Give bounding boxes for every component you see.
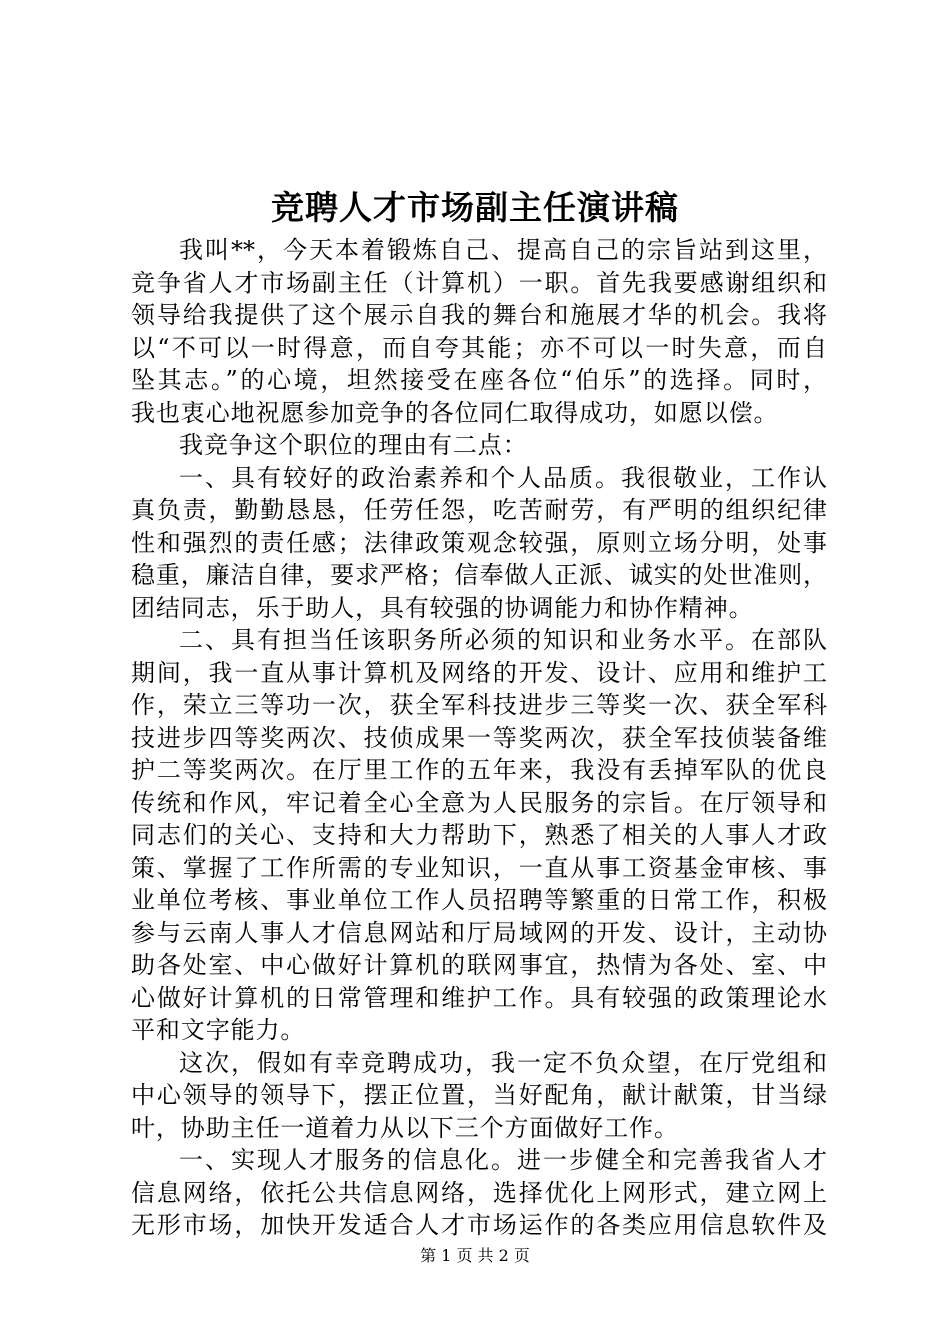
text-line: 参与云南人事人才信息网站和厅局域网的开发、设计，主动协 [131,918,827,947]
text-line: 这次，假如有幸竞聘成功，我一定不负众望，在厅党组和 [179,1048,827,1077]
text-line: 我叫**，今天本着锻炼自己、提高自己的宗旨站到这里， [179,236,827,264]
text-line: 坠其志。”的心境，坦然接受在座各位“伯乐”的选择。同时， [131,366,827,394]
text-line: 平和文字能力。 [131,1016,306,1044]
text-line: 领导给我提供了这个展示自我的舞台和施展才华的机会。我将 [131,301,827,329]
text-line: 稳重，廉洁自律，要求严格；信奉做人正派、诚实的处世准则， [131,561,827,589]
text-line: 传统和作风，牢记着全心全意为人民服务的宗旨。在厅领导和 [131,788,827,817]
text-line: 竞争省人才市场副主任（计算机）一职。首先我要感谢组织和 [131,268,827,297]
document-title: 竞聘人才市场副主任演讲稿 [271,188,679,227]
text-line: 技进步四等奖两次、技侦成果一等奖两次，获全军技侦装备维 [131,723,827,752]
text-line: 策、掌握了工作所需的专业知识，一直从事工资基金审核、事 [131,853,827,882]
text-line: 助各处室、中心做好计算机的联网事宜，热情为各处、室、中 [131,951,827,979]
text-line: 无形市场，加快开发适合人才市场运作的各类应用信息软件及 [131,1211,827,1239]
text-line: 心做好计算机的日常管理和维护工作。具有较强的政策理论水 [131,983,827,1012]
text-line: 性和强烈的责任感；法律政策观念较强，原则立场分明，处事 [131,528,827,557]
text-line: 我也衷心地祝愿参加竞争的各位同仁取得成功，如愿以偿。 [131,398,779,427]
text-line: 期间，我一直从事计算机及网络的开发、设计、应用和维护工 [131,658,827,687]
text-line: 中心领导的领导下，摆正位置，当好配角，献计献策，甘当绿 [131,1081,827,1109]
page-footer: 第 1 页 共 2 页 [420,1246,530,1265]
text-line: 信息网络，依托公共信息网络，选择优化上网形式，建立网上 [131,1178,827,1207]
text-line: 作，荣立三等功一次，获全军科技进步三等奖一次、获全军科 [131,691,827,719]
text-line: 以“不可以一时得意，而自夸其能；亦不可以一时失意，而自 [131,333,827,362]
text-line: 团结同志，乐于助人，具有较强的协调能力和协作精神。 [131,593,754,622]
text-line: 叶，协助主任一道着力从以下三个方面做好工作。 [131,1113,679,1142]
text-line: 一、具有较好的政治素养和个人品质。我很敬业，工作认 [179,463,827,492]
text-line: 一、实现人才服务的信息化。进一步健全和完善我省人才 [179,1146,827,1174]
text-line: 二、具有担当任该职务所必须的知识和业务水平。在部队 [179,626,827,654]
text-line: 护二等奖两次。在厅里工作的五年来，我没有丢掉军队的优良 [131,756,827,784]
text-line: 业单位考核、事业单位工作人员招聘等繁重的日常工作，积极 [131,886,827,914]
text-line: 我竞争这个职位的理由有二点： [179,431,528,459]
text-line: 同志们的关心、支持和大力帮助下，熟悉了相关的人事人才政 [131,821,827,849]
text-line: 真负责，勤勤恳恳，任劳任怨，吃苦耐劳，有严明的组织纪律 [131,496,827,524]
document-body [131,234,827,1242]
